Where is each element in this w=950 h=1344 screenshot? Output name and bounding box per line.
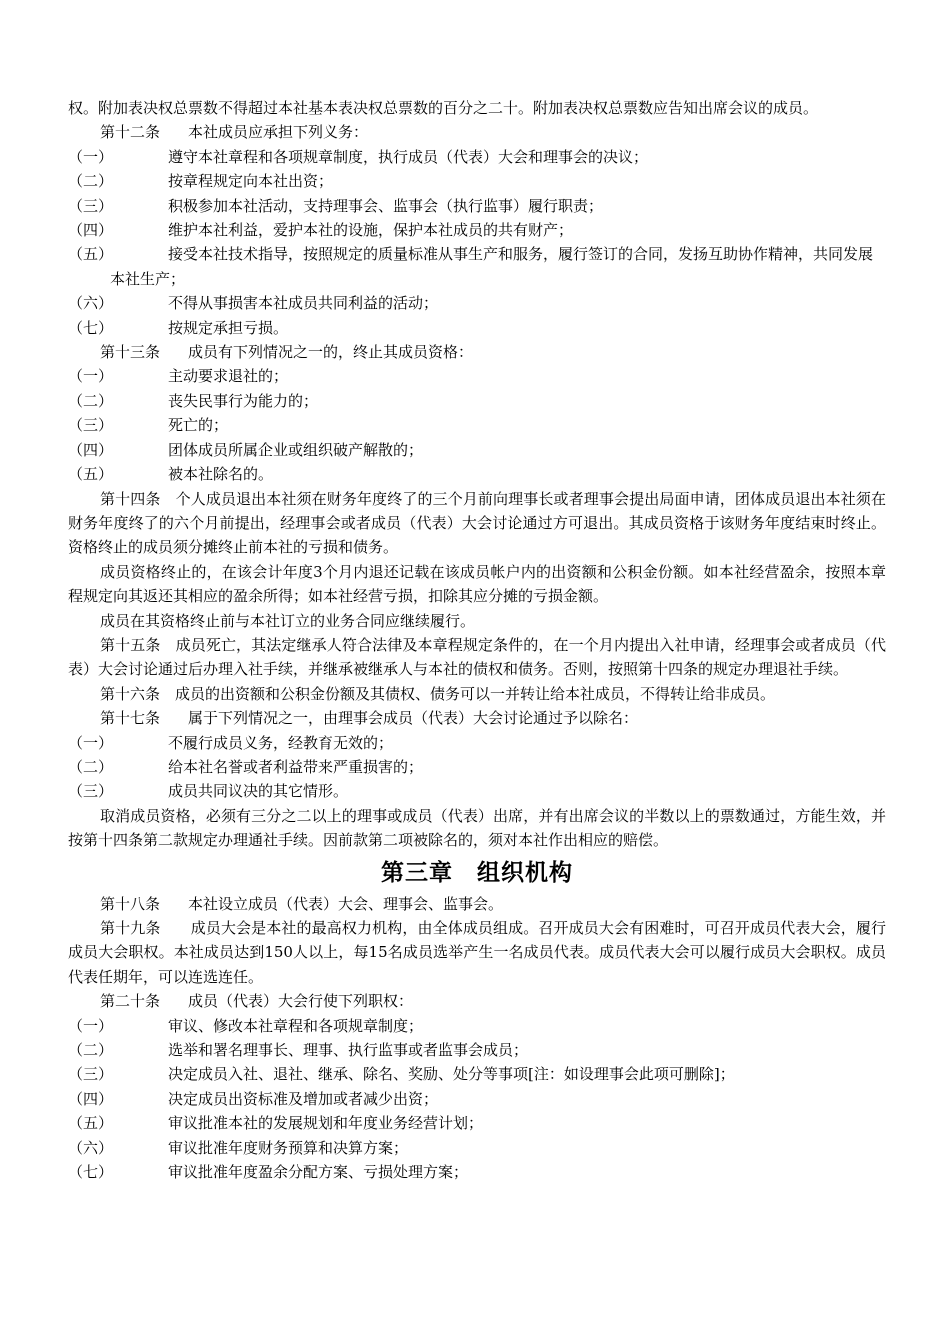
item-text: 成员共同议决的其它情形。 [168, 782, 349, 801]
item-text: 审议批准年度财务预算和决算方案； [168, 1138, 409, 1157]
list-item [68, 169, 886, 193]
item-number: （七） [68, 318, 114, 337]
list-item [68, 389, 886, 413]
article-13 [68, 340, 886, 364]
item-text: 按章程规定向本社出资； [168, 172, 334, 191]
chapter-heading: 第三章 组织机构 [381, 859, 573, 886]
article-label: 第十七条 [100, 709, 161, 728]
list-item [68, 755, 886, 779]
item-number: （一） [68, 147, 114, 166]
item-text: 决定成员入社、退社、继承、除名、奖励、处分等事项[注：如设理事会此项可删除]； [168, 1065, 735, 1084]
item-number: （一） [68, 1016, 114, 1035]
paragraph-continuation: 权。附加表决权总票数不得超过本社基本表决权总票数的百分之二十。附加表决权总票数应告知出席会议的成员。 [68, 99, 819, 117]
item-number: （二） [68, 172, 114, 191]
list-item [68, 1087, 886, 1111]
list-item [68, 218, 886, 242]
item-text: 给本社名誉或者利益带来严重损害的； [168, 757, 424, 776]
paragraph: 成员资格终止的，在该会计年度3个月内退还记载在该成员帐户内的出资额和公积金份额。如本社经营盈余，按照本章程规定向其返还其相应的盈余所得；如本社经营亏损，扣除其应分摊的亏损金额。 [68, 562, 886, 606]
item-text: 团体成员所属企业或组织破产解散的； [168, 440, 424, 459]
list-item [68, 1038, 886, 1062]
article-text: 成员（代表）大会行使下列职权： [188, 992, 414, 1011]
list-item [68, 291, 886, 315]
item-number: （四） [68, 221, 114, 240]
article-label: 第十三条 [100, 343, 161, 362]
item-number: （三） [68, 782, 114, 801]
list-item [68, 194, 886, 218]
list-item [68, 364, 886, 388]
list-item [68, 1014, 886, 1038]
paragraph: 取消成员资格，必须有三分之二以上的理事或成员（代表）出席，并有出席会议的半数以上的票数通过，方能生效，并按第十四条第二款规定办理通社手续。因前款第二项被除名的，须对本社作出相应的赔偿。 [68, 806, 886, 850]
article-text: 本社成员应承担下列义务： [188, 123, 369, 142]
article-12 [68, 120, 886, 144]
item-text: 维护本社利益，爱护本社的设施，保护本社成员的共有财产； [168, 221, 574, 240]
item-text: 主动要求退社的； [168, 367, 289, 386]
article-15: 第十五条 成员死亡，其法定继承人符合法律及本章程规定条件的，在一个月内提出入社申请，经理事会或者成员（代表）大会讨论通过后办理入社手续，并继承被继承人与本社的债权和债务。否则，按照第十四条的规定办理退社手续。 [68, 635, 886, 679]
item-text: 死亡的； [168, 416, 229, 435]
item-number: （三） [68, 416, 114, 435]
list-item [68, 316, 886, 340]
article-17 [68, 706, 886, 730]
item-text: 选举和署名理事长、理事、执行监事或者监事会成员； [168, 1041, 529, 1060]
item-number: （三） [68, 1065, 114, 1084]
article-label: 第十二条 [100, 123, 161, 142]
list-item [68, 438, 886, 462]
item-number: （一） [68, 733, 114, 752]
article-16: 第十六条 成员的出资额和公积金份额及其债权、债务可以一并转让给本社成员，不得转让给非成员。 [100, 684, 776, 703]
paragraph: 成员在其资格终止前与本社订立的业务合同应继续履行。 [100, 611, 476, 630]
list-item [68, 1136, 886, 1160]
item-number: （二） [68, 1041, 114, 1060]
article-label: 第十八条 [100, 894, 161, 913]
item-number: （二） [68, 391, 114, 410]
item-text: 审议、修改本社章程和各项规章制度； [168, 1016, 424, 1035]
item-text: 审议批准年度盈余分配方案、亏损处理方案； [168, 1163, 469, 1182]
item-number: （五） [68, 1114, 114, 1133]
item-number: （六） [68, 1138, 114, 1157]
article-text: 成员有下列情况之一的，终止其成员资格： [188, 343, 474, 362]
item-number: （五） [68, 465, 114, 484]
item-number: （七） [68, 1163, 114, 1182]
article-20 [68, 989, 886, 1013]
list-item [68, 242, 886, 291]
list-item [68, 1062, 886, 1086]
article-18 [68, 892, 886, 916]
item-text: 不得从事损害本社成员共同利益的活动； [168, 294, 439, 313]
item-text: 遵守本社章程和各项规章制度，执行成员（代表）大会和理事会的决议； [168, 147, 649, 166]
document-body [68, 96, 886, 1184]
list-item [68, 779, 886, 803]
list-item [68, 731, 886, 755]
item-number: （五） [68, 245, 114, 264]
list-item [68, 413, 886, 437]
article-text: 本社设立成员（代表）大会、理事会、监事会。 [188, 894, 504, 913]
article-label: 第二十条 [100, 992, 161, 1011]
item-number: （一） [68, 367, 114, 386]
list-item [68, 1111, 886, 1135]
item-text: 按规定承担亏损。 [168, 318, 289, 337]
item-text: 决定成员出资标准及增加或者减少出资； [168, 1089, 439, 1108]
list-item [68, 1160, 886, 1184]
item-text: 不履行成员义务，经教育无效的； [168, 733, 394, 752]
item-text: 审议批准本社的发展规划和年度业务经营计划； [168, 1114, 484, 1133]
article-14: 第十四条 个人成员退出本社须在财务年度终了的三个月前向理事长或者理事会提出局面申请，团体成员退出本社须在财务年度终了的六个月前提出，经理事会或者成员（代表）大会讨论通过方可退出。其成员资格于该财务年度结束时终止。资格终止的成员须分摊终止前本社的亏损和债务。 [68, 489, 886, 557]
article-text: 属于下列情况之一，由理事会成员（代表）大会讨论通过予以除名： [188, 709, 639, 728]
article-19: 第十九条 成员大会是本社的最高权力机构，由全体成员组成。召开成员大会有困难时，可召开成员代表大会，履行成员大会职权。本社成员达到150人以上，每15名成员选举产生一名成员代表。成员代表大会可以履行成员大会职权。成员代表任期年，可以连选连任。 [68, 919, 886, 986]
item-text: 积极参加本社活动，支持理事会、监事会（执行监事）履行职责； [168, 196, 604, 215]
item-text: 接受本社技术指导，按照规定的质量标准从事生产和服务，履行签订的合同，发扬互助协作精神，共同发展本社生产； [110, 245, 874, 288]
list-item [68, 145, 886, 169]
item-number: （四） [68, 440, 114, 459]
item-text: 被本社除名的。 [168, 465, 274, 484]
list-item [68, 462, 886, 486]
item-text: 丧失民事行为能力的； [168, 391, 319, 410]
item-number: （三） [68, 196, 114, 215]
item-number: （二） [68, 757, 114, 776]
item-number: （六） [68, 294, 114, 313]
item-number: （四） [68, 1089, 114, 1108]
